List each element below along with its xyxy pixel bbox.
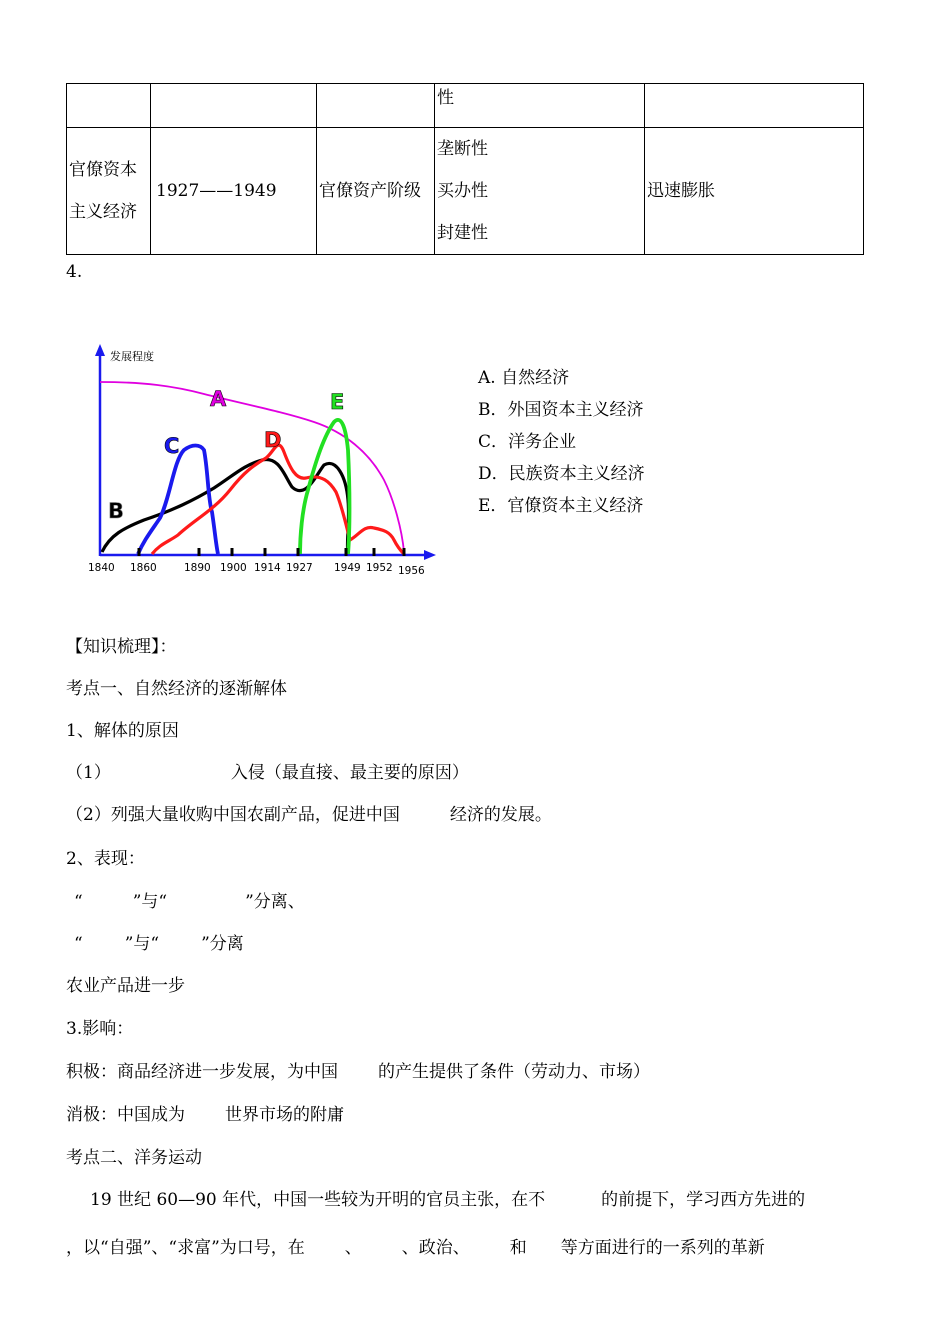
option-e: E．官僚资本主义经济 — [478, 496, 644, 516]
text-fragment: 、政治、 — [401, 1238, 470, 1258]
tick-label: 1840 — [88, 562, 115, 574]
text-line — [66, 1233, 765, 1258]
section-heading: 【知识梳理】： — [66, 637, 177, 657]
table-cell — [645, 84, 864, 128]
text-fragment: “ — [74, 934, 83, 954]
text-fragment: ，以“自强”、“求富”为口号，在 — [66, 1238, 305, 1258]
series-c-label: C — [164, 434, 180, 458]
series-c-line — [138, 446, 218, 555]
table-cell — [151, 128, 317, 255]
cell-text: 垄断性 — [437, 139, 488, 159]
tick-label: 1914 — [254, 562, 281, 574]
table-cell — [67, 128, 151, 255]
economy-table — [66, 83, 864, 255]
x-axis-arrow — [424, 550, 436, 560]
cell-text: 封建性 — [437, 223, 488, 243]
table-cell — [317, 84, 435, 128]
cell-text: 1927——1949 — [156, 181, 277, 201]
topic-heading: 考点二、洋务运动 — [66, 1148, 202, 1168]
text-line — [74, 929, 244, 954]
table-cell — [67, 84, 151, 128]
text-fragment: ”分离 — [201, 934, 244, 954]
text-fragment: 消极：中国成为 — [66, 1105, 185, 1125]
text-fragment: 入侵（最直接、最主要的原因） — [230, 763, 469, 783]
series-e-line — [300, 420, 350, 554]
cell-text: 性 — [437, 88, 454, 108]
text-fragment: 和 — [509, 1238, 527, 1258]
text-line — [66, 1100, 344, 1125]
cell-text: 迅速膨胀 — [647, 181, 715, 201]
text-fragment: 等方面进行的一系列的革新 — [560, 1238, 765, 1258]
option-b: B．外国资本主义经济 — [478, 400, 644, 420]
text-line: 1、解体的原因 — [66, 721, 179, 741]
y-axis-arrow — [95, 344, 105, 356]
table-cell — [435, 84, 645, 128]
chart-options — [478, 362, 645, 522]
text-line: 2、表现： — [66, 849, 145, 869]
text-line — [66, 800, 552, 825]
text-fragment: ”与“ — [132, 892, 168, 912]
topic-heading: 考点一、自然经济的逐渐解体 — [66, 679, 287, 699]
tick-label: 1860 — [130, 562, 157, 574]
question-number: 4. — [66, 262, 83, 282]
tick-label: 1952 — [366, 562, 393, 574]
option-d: D．民族资本主义经济 — [478, 464, 645, 484]
text-fragment: 、 — [344, 1238, 362, 1258]
table-row — [67, 84, 864, 128]
series-a-label: A — [210, 387, 227, 411]
text-line — [66, 758, 469, 783]
text-line — [74, 887, 305, 912]
text-line: 3.影响： — [66, 1019, 134, 1039]
table-cell — [645, 128, 864, 255]
text-fragment: （1） — [66, 763, 111, 783]
text-fragment: 19 世纪 60—90 年代，中国一些较为开明的官员主张，在不 — [90, 1190, 546, 1210]
text-fragment: （2）列强大量收购中国农副产品，促进中国 — [66, 805, 400, 825]
series-b-label: B — [108, 499, 125, 523]
text-fragment: 积极：商品经济进一步发展，为中国 — [66, 1062, 338, 1082]
tick-label: 1927 — [286, 562, 313, 574]
tick-label: 1949 — [334, 562, 361, 574]
tick-label: 1890 — [184, 562, 211, 574]
table-cell — [435, 128, 645, 255]
text-fragment: 世界市场的附庸 — [225, 1105, 344, 1125]
text-line — [66, 1057, 650, 1082]
text-line: 农业产品进一步 — [66, 976, 185, 996]
text-fragment: 的前提下，学习西方先进的 — [601, 1190, 806, 1210]
series-e-label: E — [330, 390, 345, 414]
text-fragment: 经济的发展。 — [449, 805, 552, 825]
text-fragment: “ — [74, 892, 83, 912]
table-cell — [151, 84, 317, 128]
text-fragment: ”与“ — [124, 934, 160, 954]
cell-text: 主义经济 — [69, 202, 137, 222]
economy-development-chart — [84, 340, 444, 585]
text-fragment: ”分离、 — [245, 892, 305, 912]
cell-text: 官僚资本 — [69, 160, 137, 180]
table-cell — [317, 128, 435, 255]
option-c: C．洋务企业 — [478, 432, 577, 452]
tick-label: 1900 — [220, 562, 247, 574]
cell-text: 官僚资产阶级 — [319, 181, 421, 201]
tick-label: 1956 — [398, 565, 425, 577]
cell-text: 买办性 — [437, 181, 488, 201]
y-axis-label: 发展程度 — [110, 350, 154, 363]
table-row — [67, 128, 864, 255]
text-line — [90, 1185, 805, 1210]
series-d-label: D — [264, 428, 282, 452]
text-fragment: 的产生提供了条件（劳动力、市场） — [378, 1062, 650, 1082]
option-a: A. 自然经济 — [478, 368, 570, 388]
